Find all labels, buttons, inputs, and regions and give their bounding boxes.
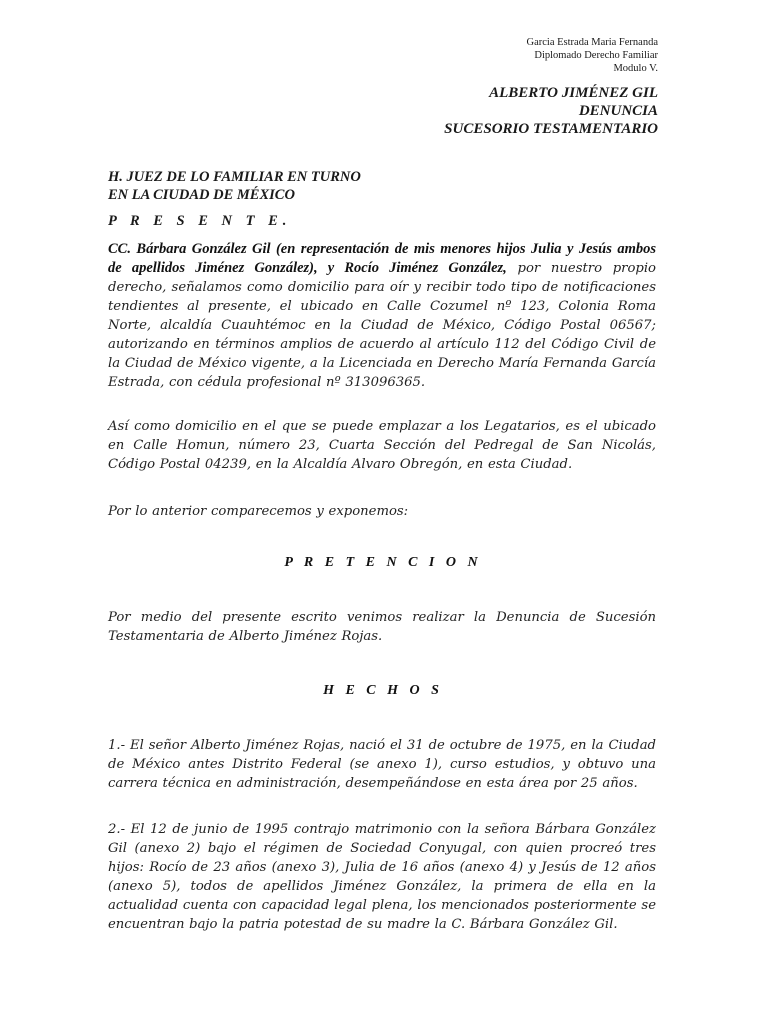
pretension-paragraph: Por medio del presente escrito venimos realizar la Denuncia de Sucesión Testamentaria de Alberto Jiménez Rojas. bbox=[108, 610, 656, 644]
author-name: Garcia Estrada Maria Fernanda bbox=[526, 37, 658, 48]
intro-parties: CC. Bárbara González Gil (en representación de mis menores hijos Julia y Jesús ambos de apellidos Jiménez González), y Rocío Jiménez González, bbox=[108, 241, 656, 276]
addressee-judge: H. JUEZ DE LO FAMILIAR EN TURNO bbox=[108, 169, 361, 185]
pretension-heading: P R E T E N C I O N bbox=[284, 555, 482, 570]
comparecemos-paragraph: Por lo anterior comparecemos y exponemos: bbox=[108, 504, 409, 519]
domicilio-paragraph: Así como domicilio en el que se puede emplazar a los Legatarios, es el ubicado en Calle Homun, número 23, Cuarta Sección del Pedregal de San Nicolás, Código Postal 04239, en la Alcaldía Alvaro Obregón, en esta Ciudad. bbox=[108, 419, 656, 472]
title-denuncia: DENUNCIA bbox=[578, 103, 658, 119]
hechos-heading: H E C H O S bbox=[323, 683, 443, 698]
title-sucesorio: SUCESORIO TESTAMENTARIO bbox=[444, 121, 658, 137]
intro-paragraph bbox=[108, 240, 656, 392]
module-name: Modulo V. bbox=[613, 63, 658, 74]
author-header bbox=[527, 36, 658, 75]
intro-rest: por nuestro propio derecho, señalamos como domicilio para oír y recibir todo tipo de notificaciones tendientes al presente, el ubicado en Calle Cozumel nº 123, Colonia Roma Norte, alcaldía Cuauhtémoc en la Ciudad de México, Código Postal 06567; autorizando en términos amplios de acuerdo al artículo 112 del Código Civil de la Ciudad de México vigente, a la Licenciada en Derecho María Fernanda García Estrada, con cédula profesional nº 313096365. bbox=[108, 261, 656, 390]
addressee-block bbox=[108, 168, 658, 230]
title-decedent: ALBERTO JIMÉNEZ GIL bbox=[489, 85, 658, 101]
document-title bbox=[444, 84, 658, 138]
hechos-item-1: 1.- El señor Alberto Jiménez Rojas, nació el 31 de octubre de 1975, en la Ciudad de México antes Distrito Federal (se anexo 1), curso estudios, y obtuvo una carrera técnica en administración, desempeñándose en esta área por 25 años. bbox=[108, 738, 656, 791]
hechos-item-2: 2.- El 12 de junio de 1995 contrajo matrimonio con la señora Bárbara González Gil (anexo 2) bajo el régimen de Sociedad Conyugal, con quien procreó tres hijos: Rocío de 23 años (anexo 3), Julia de 16 años (anexo 4) y Jesús de 12 años (anexo 5), todos de apellidos Jiménez González, la primera de ella en la actualidad cuenta con capacidad legal plena, los mencionados posteriormente se encuentran bajo la patria potestad de su madre la C. Bárbara González Gil. bbox=[108, 822, 656, 932]
course-name: Diplomado Derecho Familiar bbox=[534, 50, 658, 61]
addressee-presente: P R E S E N T E. bbox=[108, 213, 292, 229]
addressee-city: EN LA CIUDAD DE MÉXICO bbox=[108, 187, 295, 203]
